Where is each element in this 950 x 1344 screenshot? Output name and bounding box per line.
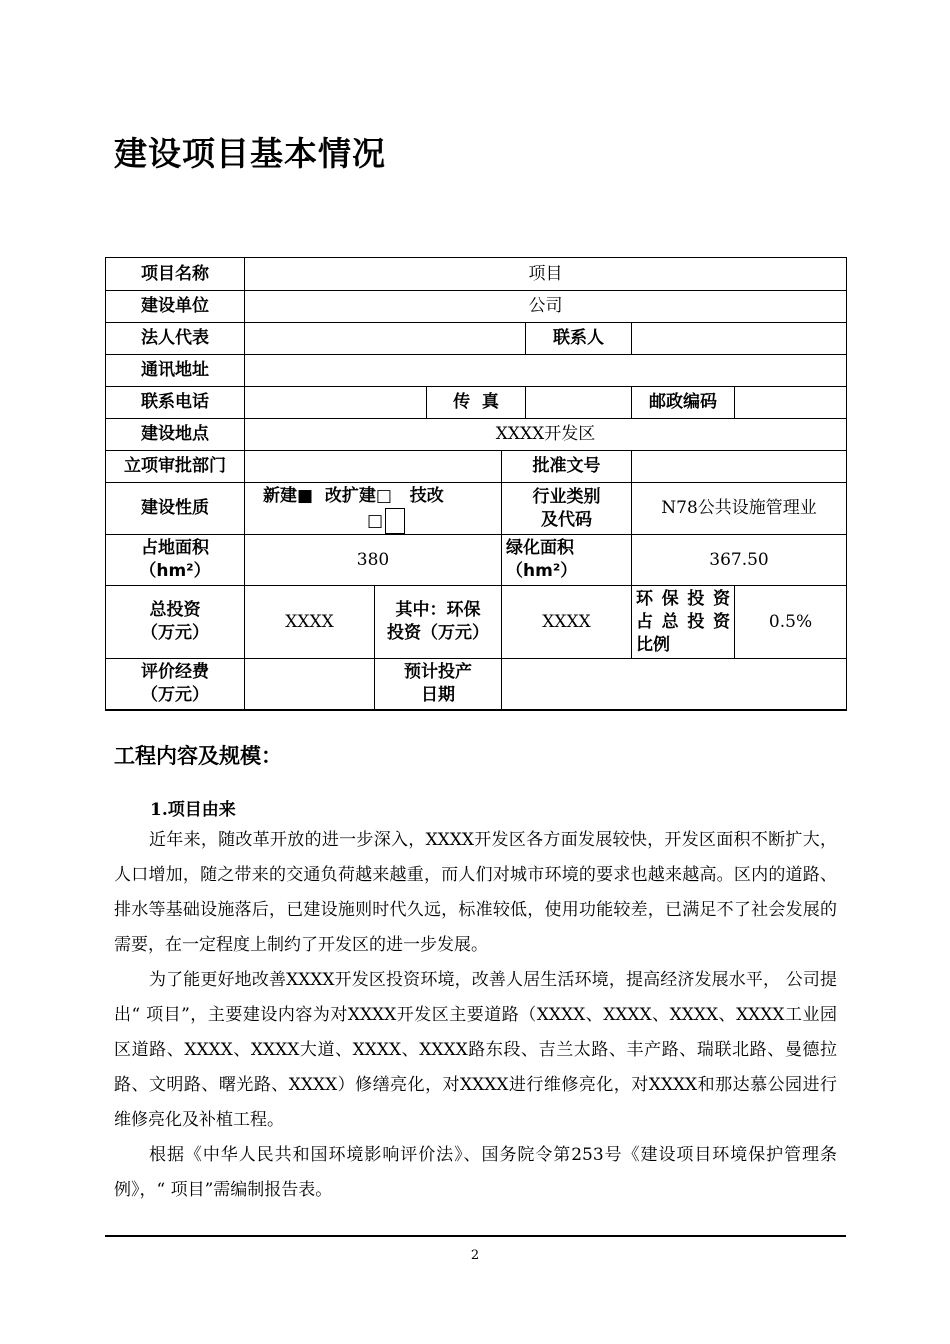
env-ratio-label-line1: 环保投资: [636, 588, 730, 609]
postcode-label: 邮政编码: [632, 387, 735, 419]
env-invest-label-line2: 投资（万元）: [387, 623, 489, 643]
legal-rep-label: 法人代表: [106, 323, 245, 355]
total-invest-label: [106, 586, 245, 659]
operation-date-label-line2: 日期: [421, 684, 455, 705]
nature-options-line2: [249, 508, 497, 534]
paragraph-1: 近年来，随改革开放的进一步深入，XXXX开发区各方面发展较快，开发区面积不断扩大，人口增加，随之带来的交通负荷越来越重，而人们对城市环境的要求也越来越高。区内的道路、排水等基础设施落后，已建设施则时代久远，标准较低，使用功能较差，已满足不了社会发展的需要，在一定程度上制约了开发区的进一步发展。: [114, 830, 837, 955]
site-label: 建设地点: [106, 419, 245, 451]
nature-options-line1: 新建■ 改扩建□ 技改: [263, 486, 444, 506]
project-name-label: 项目名称: [106, 258, 245, 291]
env-invest-value: XXXX: [502, 586, 632, 659]
land-area-value: 380: [245, 535, 502, 586]
operation-date-value: [502, 659, 847, 710]
green-area-label-line1: 绿化面积: [506, 538, 574, 558]
total-invest-label-line1: 总投资: [149, 600, 201, 620]
env-ratio-label-line2: 占总投资: [636, 611, 730, 632]
table-row-project-name: [106, 258, 847, 291]
table-row-phone: [106, 387, 847, 419]
page-title: 建设项目基本情况: [114, 134, 386, 173]
phone-value: [245, 387, 427, 419]
address-value: [245, 355, 847, 387]
table-row-address: [106, 355, 847, 387]
env-ratio-value: 0.5%: [735, 586, 847, 659]
table-row-nature: [106, 483, 847, 535]
eval-fee-value: [245, 659, 375, 710]
eval-fee-label: [106, 659, 245, 710]
postcode-value: [735, 387, 847, 419]
industry-value: N78公共设施管理业: [632, 483, 847, 535]
eval-fee-label-line2: （万元）: [141, 684, 209, 705]
construction-unit-value: 公司: [245, 291, 847, 323]
nature-option-checkbox-label: □: [367, 511, 384, 531]
table-row-construction-unit: [106, 291, 847, 323]
industry-label-line2: 及代码: [541, 509, 592, 530]
approval-doc-label: 批准文号: [502, 451, 632, 483]
env-invest-label-line1: 其中：环保: [395, 600, 481, 620]
site-value: XXXX开发区: [245, 419, 847, 451]
paragraph-3: 根据《中华人民共和国环境影响评价法》、国务院令第253号《建设项目环境保护管理条例》，“ 项目”需编制报告表。: [114, 1145, 837, 1200]
green-area-label: [502, 535, 632, 586]
industry-label: [502, 483, 632, 535]
checkbox-square-icon: [385, 508, 405, 534]
sub-heading: 1.项目由来: [150, 800, 236, 820]
green-area-label-line2: （hm²）: [506, 561, 578, 581]
table-row-investment: [106, 586, 847, 659]
table-row-eval-fee: [106, 659, 847, 710]
paragraph-2: 为了能更好地改善XXXX开发区投资环境，改善人居生活环境，提高经济发展水平， 公司提出“ 项目”，主要建设内容为对XXXX开发区主要道路（XXXX、XXXX、XXXX、XXXX工业园区道路、XXXX、XXXX大道、XXXX、XXXX路东段、吉兰太路、丰产路、瑞联北路、曼德拉路、文明路、曙光路、XXXX）修缮亮化，对XXXX进行维修亮化，对XXXX和那达慕公园进行维修亮化及补植工程。: [114, 970, 837, 1130]
total-invest-value: XXXX: [245, 586, 375, 659]
fax-value: [526, 387, 632, 419]
project-name-value: 项目: [245, 258, 847, 291]
land-area-label: [106, 535, 245, 586]
operation-date-label: [375, 659, 502, 710]
address-label: 通讯地址: [106, 355, 245, 387]
nature-options: [245, 483, 502, 535]
legal-rep-value: [245, 323, 526, 355]
land-area-label-line2: （hm²）: [139, 561, 211, 581]
total-invest-label-line2: （万元）: [141, 623, 209, 643]
project-info-table: [105, 257, 847, 711]
approval-doc-value: [632, 451, 847, 483]
table-row-legal-rep: [106, 323, 847, 355]
nature-label: 建设性质: [106, 483, 245, 535]
table-row-area: [106, 535, 847, 586]
contact-person-label: 联系人: [526, 323, 632, 355]
footer-rule: [105, 1235, 846, 1237]
approval-dept-label: 立项审批部门: [106, 451, 245, 483]
table-row-approval: [106, 451, 847, 483]
env-invest-label: [375, 586, 502, 659]
body-text: [114, 823, 837, 1208]
fax-label: 传 真: [427, 387, 526, 419]
section-heading: 工程内容及规模：: [114, 744, 282, 768]
contact-person-value: [632, 323, 847, 355]
industry-label-line1: 行业类别: [532, 486, 601, 507]
env-ratio-label: [632, 586, 735, 659]
page-number: 2: [470, 1248, 480, 1263]
phone-label: 联系电话: [106, 387, 245, 419]
land-area-label-line1: 占地面积: [141, 538, 209, 558]
construction-unit-label: 建设单位: [106, 291, 245, 323]
env-ratio-label-line3: 比例: [636, 634, 670, 655]
eval-fee-label-line1: 评价经费: [141, 661, 209, 682]
table-row-site: [106, 419, 847, 451]
operation-date-label-line1: 预计投产: [404, 661, 472, 682]
approval-dept-value: [245, 451, 502, 483]
green-area-value: 367.50: [632, 535, 847, 586]
